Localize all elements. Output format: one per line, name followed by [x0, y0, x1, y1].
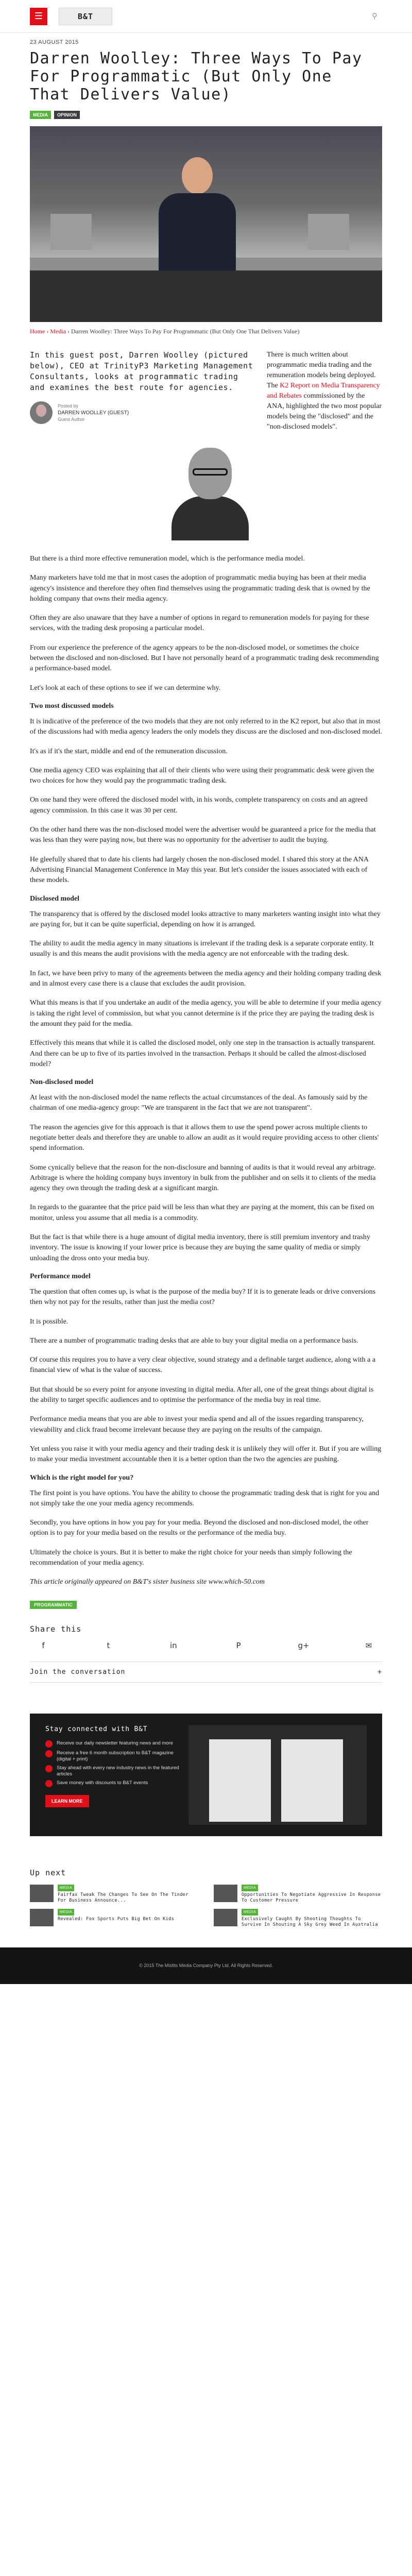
tag-media[interactable]: MEDIA: [30, 111, 51, 119]
body-paragraph: He gleefully shared that to date his clients had largely chosen the non-disclosed model. I shared this story at the ANA Advertising Financial Management Conference in May this year. But let's consider the issues associated with each of these models.: [30, 855, 369, 885]
body-paragraph: Yet unless you raise it with your media agency and their trading desk it is unlikely they will offer it. But if you are willing to make your media investment accountable then it is a better option than the two the agencies are pushing.: [30, 1445, 382, 1464]
body-paragraph: Often they are also unaware that they have a number of options in regard to remuneration models for paying for these services, with the trading desk proposing a particular model.: [30, 614, 369, 633]
article-title: Darren Woolley: Three Ways To Pay For Programmatic (But Only One That Delivers Value): [30, 49, 363, 104]
section-heading: Non-disclosed model: [30, 1078, 94, 1087]
list-item: [45, 1765, 179, 1777]
hero-person-body: [159, 193, 236, 276]
benefit-text: Stay ahead with every new industry news in the featured articles: [57, 1765, 179, 1777]
site-footer: [0, 1947, 412, 1984]
body-paragraph: Secondly, you have options in how you pay for your media. Beyond the disclosed and non-disclosed model, the other option is to pay for your media based on the results or the performance of the media buy.: [30, 1519, 369, 1537]
upnext-thumbnail: [30, 1885, 54, 1902]
hero-desk: [30, 270, 382, 322]
benefit-text: Receive our daily newsletter featuring news and more: [57, 1740, 174, 1746]
body-paragraph: It's as if it's the start, middle and end of the remuneration discussion.: [30, 747, 228, 755]
body-paragraph: The ability to audit the media agency in many situations is irrelevant if the trading desk is a separate corporate entity. It usually is and this means the audit provisions with the media agency are not enforceable with the trading desk.: [30, 940, 374, 958]
article-tags: [30, 111, 382, 119]
copyright-text: © 2015 The Misfits Media Company Pty Ltd. All Rights Reserved.: [139, 1963, 273, 1969]
magazine-page: [209, 1739, 271, 1822]
magazine-page: [281, 1739, 343, 1822]
upnext-label: MEDIA: [242, 1885, 258, 1891]
avatar: [30, 401, 53, 424]
k2-report-link[interactable]: K2 Report on Media Transparency and Rebates: [267, 382, 380, 400]
upnext-text: [58, 1885, 198, 1904]
body-paragraph: It is indicative of the preference of the two models that they are not only referred to in the K2 report, but also that in most of the discussions had with media agency leaders the only models they discuss are the disclosed and non-disclosed model.: [30, 717, 382, 736]
upnext-text: [242, 1909, 382, 1928]
newsletter-cta: [30, 1714, 382, 1836]
linkedin-icon[interactable]: in: [169, 1640, 177, 1650]
upnext-headline[interactable]: Opportunities To Negotiate Aggressive In Response To Customer Pressure: [242, 1892, 381, 1903]
twitter-icon[interactable]: t: [107, 1640, 110, 1650]
breadcrumb-separator: ›: [45, 328, 50, 335]
upnext-headline[interactable]: Exclusively Caught By Shooting Thoughts To Survive In Shouting A Sky Grey Weed In Australia: [242, 1916, 378, 1927]
benefit-text: Receive a free 6 month subscription to B&T magazine (digital + print): [57, 1750, 174, 1762]
list-item: [45, 1780, 179, 1787]
article-body: [30, 554, 382, 1588]
body-paragraph: On one hand they were offered the disclosed model with, in his words, complete transparency on costs and an agreed agency commission. In this case it was 30 per cent.: [30, 796, 368, 815]
intro-side: [267, 350, 382, 432]
breadcrumb-section[interactable]: Media: [50, 328, 66, 335]
conversation-toggle[interactable]: [30, 1662, 382, 1683]
hero-person: [159, 157, 236, 276]
section-heading: Disclosed model: [30, 894, 80, 903]
hero-object-right: [308, 214, 349, 250]
benefit-text: Save money with discounts to B&T events: [57, 1780, 148, 1786]
share-row: [30, 1641, 382, 1650]
intro-side-text: There is much written about programmatic media trading and the remuneration models being deployed. The: [267, 351, 376, 389]
upnext-headline[interactable]: Revealed: Fox Sports Puts Big Bet On Kids: [58, 1916, 175, 1922]
google-plus-icon[interactable]: g+: [298, 1640, 310, 1650]
upnext-thumbnail: [30, 1909, 54, 1926]
upnext-label: MEDIA: [242, 1909, 258, 1916]
body-paragraph: In fact, we have been privy to many of the agreements between the media agency and their holding company trading desk and in almost every case there is a clause that excludes the audit provision.: [30, 969, 382, 988]
cta-title: Stay connected with B&T: [45, 1725, 148, 1733]
body-paragraph: It is possible.: [30, 1317, 68, 1326]
body-paragraph: The reason the agencies give for this approach is that it allows them to use the spend power across multiple clients to negotiate better deals and therefore they are unable to allow an audit as it would require providing access to other clients' spend information.: [30, 1123, 379, 1153]
upnext-item[interactable]: [30, 1909, 198, 1928]
author-block: [30, 401, 256, 424]
list-item: [45, 1740, 179, 1748]
hero-object-left: [50, 214, 92, 250]
body-paragraph: From our experience the preference of the agency appears to be the non-disclosed model, or sometimes the choice between the disclosed and non-disclosed. But I have not personally heard of a programmatic trading desk recommending a performance-based model.: [30, 643, 379, 673]
intro-side-text-2: commissioned by the ANA, highlighted the two most popular models being the "disclosed" and the "non-disclosed models".: [267, 392, 382, 431]
top-bar: [0, 0, 412, 33]
portrait-body: [171, 496, 249, 540]
article-date: 23 AUGUST 2015: [30, 39, 79, 45]
facebook-icon[interactable]: f: [42, 1640, 45, 1650]
body-paragraph: One media agency CEO was explaining that all of their clients who were using their programmatic desk were given the two choices for how they would pay the programmatic trading desk.: [30, 766, 374, 785]
upnext-grid: [30, 1885, 382, 1928]
cta-magazine-image: [188, 1725, 367, 1825]
upnext-thumbnail: [214, 1885, 237, 1902]
breadcrumb-current: Darren Woolley: Three Ways To Pay For Programmatic (But Only One That Delivers Value): [71, 328, 300, 335]
tag-opinion[interactable]: OPINION: [54, 111, 80, 119]
breadcrumb-home[interactable]: Home: [30, 328, 45, 335]
learn-more-button[interactable]: LEARN MORE: [45, 1795, 89, 1807]
body-paragraph: Of course this requires you to have a very clear objective, sound strategy and a definable target audience, along with a a financial view of what is the value of success.: [30, 1356, 376, 1375]
hero-person-head: [182, 157, 213, 194]
conversation-title: Join the conversation: [30, 1668, 126, 1676]
section-heading: Two most discussed models: [30, 702, 114, 710]
body-paragraph: Effectively this means that while it is called the disclosed model, only one step in the transaction is actually transparent. And there can be up to five of its parties involved in the transaction. Perhaps it should be called the almost-disclosed model?: [30, 1039, 376, 1068]
expand-icon[interactable]: +: [376, 1668, 382, 1676]
body-paragraph: On the other hand there was the non-disclosed model were the advertiser would be guaranteed a price for the media that was less than they were paying now, but there was no opportunity for the advertiser to audit the buying.: [30, 826, 376, 844]
body-paragraph: At least with the non-disclosed model the name reflects the actual circumstances of the deal. As famously said by the chairman of one media-agency group: "We are transparent in the fact that we are not transparent".: [30, 1094, 368, 1112]
email-icon[interactable]: ✉: [365, 1640, 372, 1650]
site-logo[interactable]: B&T: [59, 8, 112, 25]
upnext-item[interactable]: [30, 1885, 198, 1904]
author-role: Guest Author: [58, 416, 85, 422]
upnext-label: MEDIA: [58, 1909, 74, 1916]
portrait-glasses: [193, 468, 228, 476]
body-paragraph: Ultimately the choice is yours. But it is better to make the right choice for your needs than simply following the recommendation of your media agency.: [30, 1548, 352, 1567]
section-heading: Performance model: [30, 1272, 91, 1280]
pinterest-icon[interactable]: P: [236, 1640, 241, 1650]
body-paragraph: Many marketers have told me that in most cases the adoption of programmatic media buying has been at their media agency's insistence and therefore they often find themselves using the programmatic trading desk that is owned by the holding company that owns their media agency.: [30, 574, 370, 603]
body-paragraph: But there is a third more effective remuneration model, which is the performance media model.: [30, 555, 305, 563]
upnext-text: [58, 1909, 174, 1928]
section-heading: Which is the right model for you?: [30, 1473, 134, 1482]
body-paragraph: In regards to the guarantee that the price paid will be less than what they are paying at the moment, this can be fixed on monitor, unless you assume that all media is a commodity.: [30, 1204, 374, 1222]
body-paragraph: Performance media means that you are able to invest your media spend and all of the issues regarding transparency, viewability and click fraud become irrelevant because they are paying on the results of the campaign.: [30, 1415, 364, 1434]
intro-main: [30, 350, 256, 432]
upnext-title: Up next: [30, 1868, 66, 1877]
upnext-text: [242, 1885, 382, 1904]
body-paragraph: But the fact is that while there is a huge amount of digital media inventory, there is still premium inventory and trashy inventory. The issue is knowing if your lower price is because they are buying the same quality of media or simply unloading the dross onto your media buy.: [30, 1233, 370, 1262]
author-name[interactable]: DARREN WOOLLEY (GUEST): [58, 410, 129, 416]
body-paragraph: There are a number of programmatic trading desks that are able to buy your digital media on a performance basis.: [30, 1336, 358, 1345]
body-paragraph: Some cynically believe that the reason for the non-disclosure and banning of audits is that it would reveal any arbitrage. Arbitrage is where the holding company buys inventory in bulk from the publisher and on sells it to clients of the media agency they own through the trading desk at a significant margin.: [30, 1163, 376, 1193]
hero-image: [30, 126, 382, 322]
standfirst: In this guest post, Darren Woolley (pictured below), CEO at TrinityP3 Marketing Management Consultants, looks at programmatic trading and examines the best route for agencies.: [30, 350, 253, 392]
bullet-icon: [45, 1780, 53, 1787]
author-portrait: [169, 443, 251, 540]
tag-programmatic[interactable]: PROGRAMMATIC: [30, 1601, 77, 1609]
body-paragraph: What this means is that if you undertake an audit of the media agency, you will be able to determine if your media agency is taking the right level of commission, but what you cannot determine is if the price they are paying the trading desk is the amount they paid for the media.: [30, 999, 382, 1028]
breadcrumb: [30, 327, 382, 335]
body-paragraph: Let's look at each of these options to see if we can determine why.: [30, 684, 221, 692]
bullet-icon: [45, 1750, 53, 1757]
bullet-icon: [45, 1765, 53, 1772]
cta-benefits: [45, 1740, 179, 1787]
upnext-thumbnail: [214, 1909, 237, 1926]
posted-by-label: Posted by: [58, 403, 79, 409]
cta-left: [45, 1725, 179, 1825]
body-paragraph: The first point is you have options. You have the ability to choose the programmatic trading desk that is right for you and not simply take the one your media agency recommends.: [30, 1489, 380, 1507]
upnext-item[interactable]: [214, 1885, 382, 1904]
menu-icon[interactable]: ☰: [30, 8, 47, 25]
share-title: Share this: [30, 1624, 82, 1634]
body-paragraph: The question that often comes up, is what is the purpose of the media buy? If it is to generate leads or drive conversions then why not pay for the results, rather than just the media cost?: [30, 1287, 376, 1307]
upnext-label: MEDIA: [58, 1885, 74, 1891]
body-paragraph: But that should be so every point for anyone investing in digital media. After all, one of the great things about digital is the ability to target specific audiences and to optimise the performance of the media buy in real time.: [30, 1385, 374, 1404]
body-paragraph: The transparency that is offered by the disclosed model looks attractive to many marketers wanting insight into what they are paying for, but it can be quite superficial, depending on how it is arranged.: [30, 910, 381, 928]
intro-section: [30, 350, 382, 432]
breadcrumb-separator: ›: [65, 328, 71, 335]
author-meta: [58, 403, 129, 423]
source-note: This article originally appeared on B&T's sister business site www.which-50.com: [30, 1578, 265, 1586]
list-item: [45, 1750, 179, 1762]
article-wrapper: [0, 39, 412, 1928]
upnext-headline[interactable]: Fairfax Tweak The Changes To See On The Tinder For Business Announce...: [58, 1892, 188, 1903]
search-icon[interactable]: ⚲: [372, 11, 377, 21]
bullet-icon: [45, 1740, 53, 1748]
upnext-item[interactable]: [214, 1909, 382, 1928]
